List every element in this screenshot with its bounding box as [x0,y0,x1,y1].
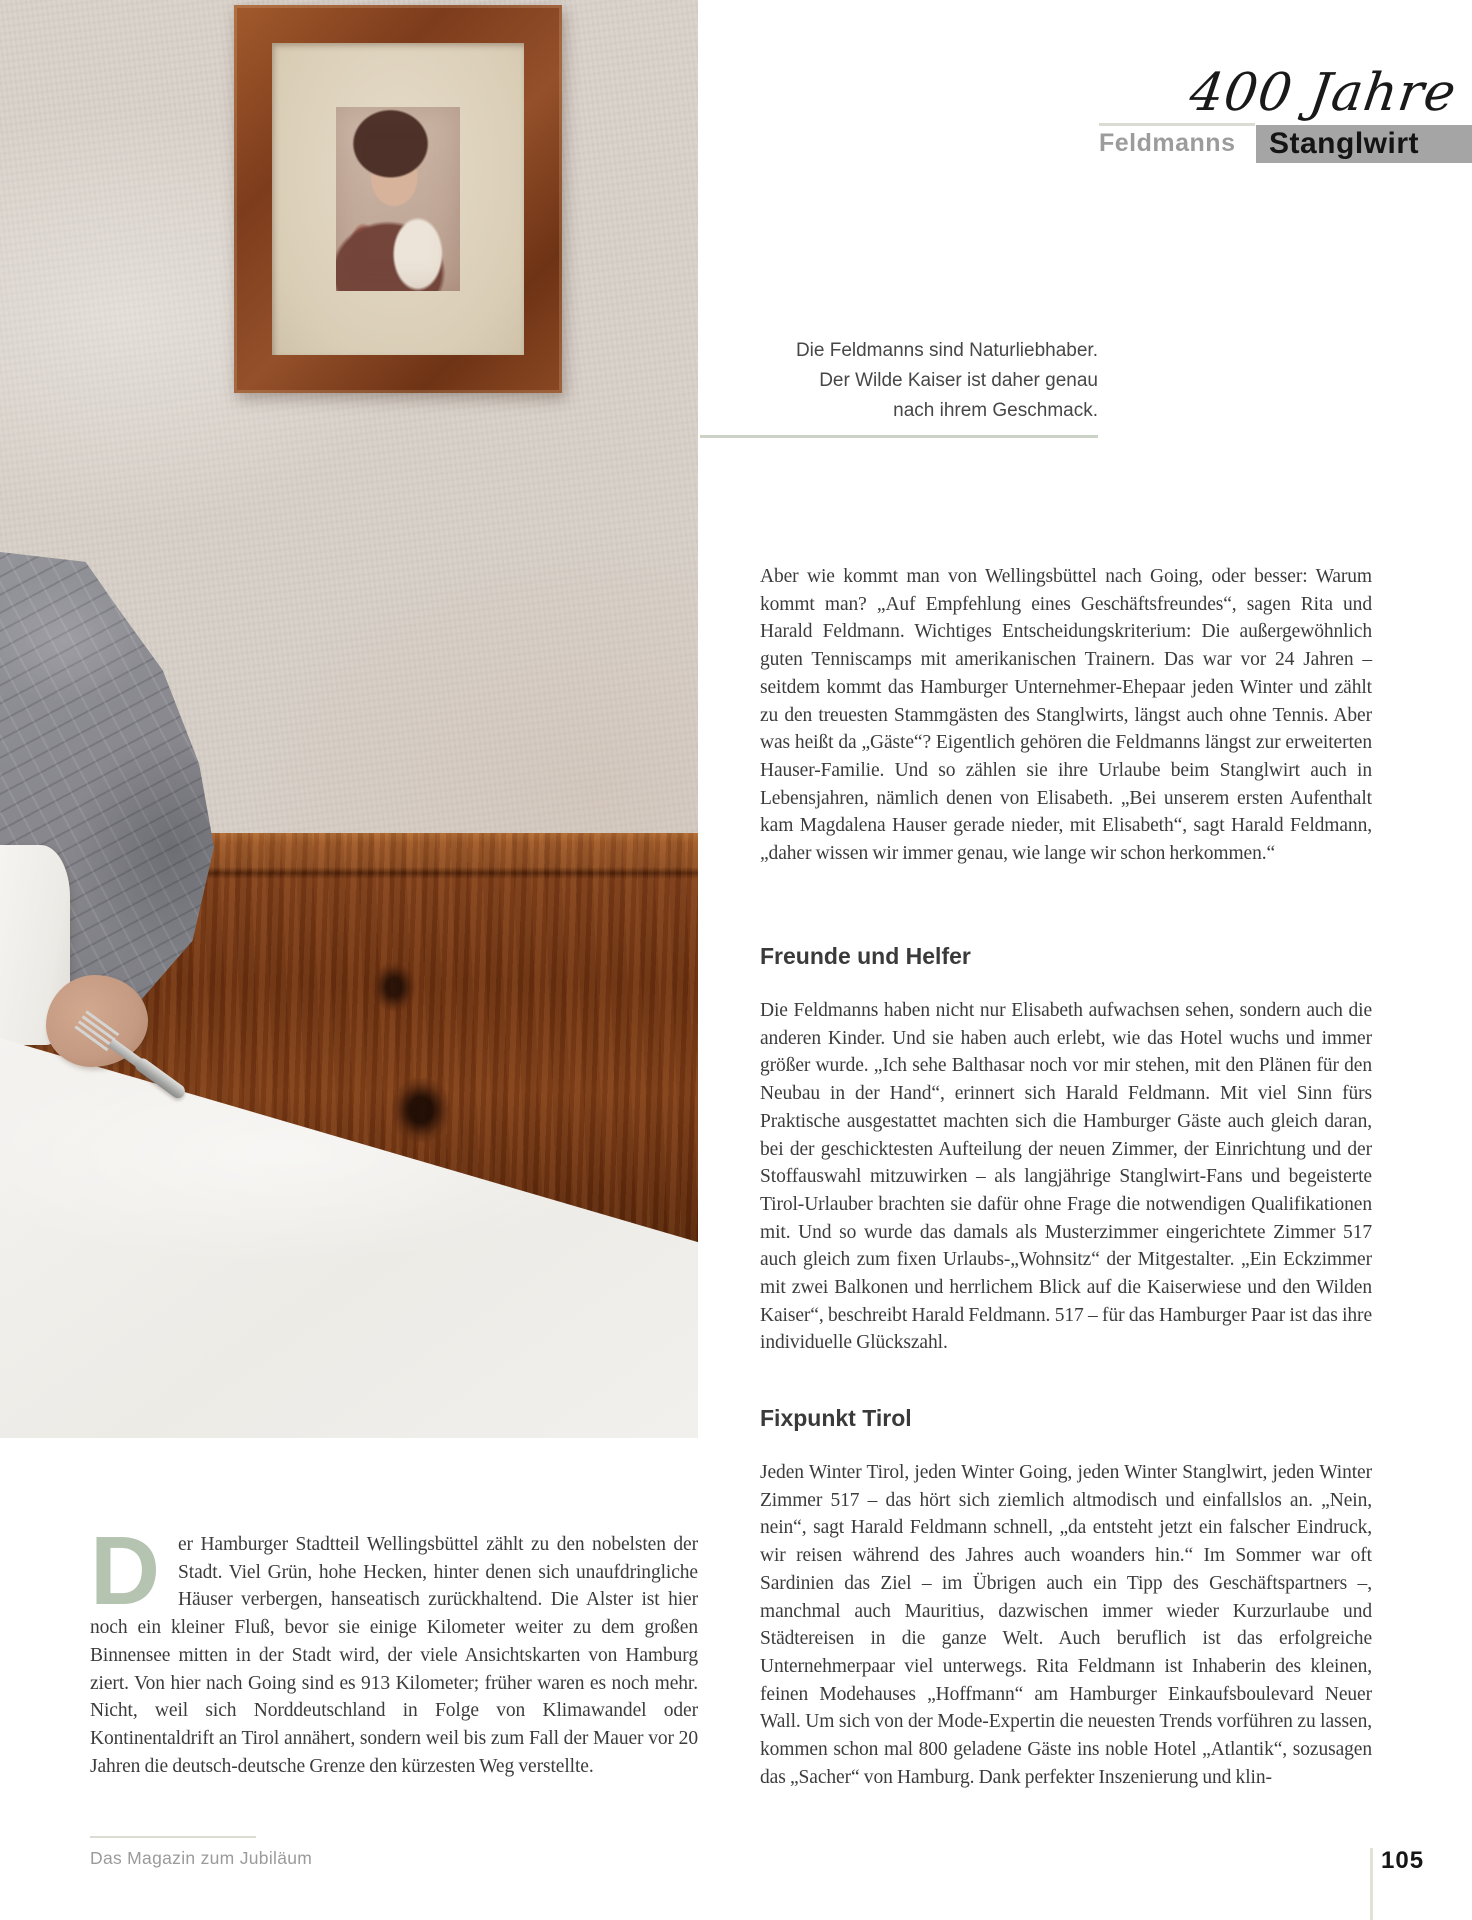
brand-name: Stanglwirt [1269,127,1420,160]
intro-text: er Hamburger Stadtteil Wellingsbüttel zählt zu den nobelsten der Stadt. Viel Grün, hohe Hecken, hinter denen sich unaufdringliche Häuser verbergen, hanseatisch zurückhaltend. Die Alster ist hier noch ein kleiner Fluß, bevor sie einige Kilometer weiter zu dem großen Binnensee mitten in der Stadt wird, der viele Ansichtskarten von Hamburg ziert. Von hier nach Going sind es 913 Kilometer; früher waren es noch mehr. Nicht, weil sich Norddeutschland in Folge von Klimawandel oder Kontinentaldrift an Tirol annähert, sondern weil bis zum Fall der Mauer vor 20 Jahren die deutsch-deutsche Grenze den kürzesten Weg verstellte. [90,1534,698,1777]
wood-knot [372,962,416,1012]
page-number-rule [1370,1848,1373,1920]
intro-paragraph [90,1516,698,1780]
wood-knot [392,1078,450,1142]
caption-line: Der Wilde Kaiser ist daher genau [819,370,1098,391]
caption-rule [700,435,1098,438]
photo-caption [690,336,1098,426]
picture-frame [234,5,562,393]
caption-line: nach ihrem Geschmack. [893,400,1098,421]
page-number: 105 [1381,1847,1425,1874]
sepia-portrait-photo [336,107,460,291]
article-photo [0,0,698,1438]
anniversary-script-logo: 400 Jahre [1186,63,1461,123]
picture-mat [272,43,524,355]
article-paragraph: Jeden Winter Tirol, jeden Winter Going, jeden Winter Stanglwirt, jeden Winter Zimmer 517 – das hört sich ziemlich altmodisch und einfallslos an. „Nein, nein“, sagt Harald Feldmann schnell, „da entsteht jetzt ein falscher Eindruck, wir reisen während des Jahres auch woanders hin.“ Im Sommer war oft Sardinien das Ziel – im Übrigen auch ein Tipp des Geschäftspartners –, manchmal auch Mauritius, dazwischen immer wieder Kurzurlaube und Städtereisen in die ganze Welt. Auch beruflich ist das erfolgreiche Unternehmerpaar viel unterwegs. Rita Feldmann ist Inhaberin des kleinen, feinen Modehauses „Hoffmann“ am Hamburger Einkaufsboulevard Neuer Wall. Um sich von der Mode-Expertin die neuesten Trends vorführen zu lassen, kommen schon mal 800 geladene Gäste ins noble Hotel „Atlantik“, sozusagen das „Sacher“ von Hamburg. Dank perfekter Inszenierung und klin- [760,1462,1372,1788]
article-paragraph: Aber wie kommt man von Wellingsbüttel nach Going, oder besser: Warum kommt man? „Auf Empfehlung eines Geschäftsfreundes“, sagen Rita und Harald Feldmann. Wichtiges Entscheidungskriterium: Die außergewöhnlich guten Tenniscamps mit amerikanischen Trainern. Das war vor 24 Jahren – seitdem kommt das Hamburger Unternehmer-Ehepaar jeden Winter und zählt zu den treuesten Stammgästen des Stanglwirts, längst auch ohne Tennis. Aber was heißt da „Gäste“? Eigentlich gehören die Feldmanns längst zur erweiterten Hauser-Familie. Und so zählen sie ihre Urlaube beim Stanglwirt auch in Lebensjahren, nämlich denen von Elisabeth. „Bei unserem ersten Aufenthalt kam Magdalena Hauser gerade nieder, mit Elisabeth“, sagt Harald Feldmann, „daher wissen wir immer genau, wie lange wir schon herkommen.“ [760,566,1372,865]
footer-rule [90,1836,256,1838]
section-heading: Freunde und Helfer [760,943,971,969]
header-rule [1099,123,1255,126]
article-paragraph: Die Feldmanns haben nicht nur Elisabeth aufwachsen sehen, sondern auch die anderen Kinder. Und sie haben auch erlebt, wie das Hotel wuchs und immer größer wurde. „Ich sehe Balthasar noch vor mir stehen, mit den Plänen für den Neubau in der Hand“, erinnert sich Harald Feldmann. Mit viel Sinn fürs Praktische ausgestattet machten sich die Hamburger Gäste auch gleich daran, bei der geschicktesten Aufteilung der neuen Zimmer, der Einrichtung und der Stoffauswahl mitzuwirken – als langjährige Stanglwirt-Fans und begeisterte Tirol-Urlauber brachten sie dafür ohne Frage die notwendigen Qualifikationen mit. Und so wurde das damals als Musterzimmer eingerichtete Zimmer 517 auch gleich zum fixen Urlaubs-„Wohnsitz“ der Mitgestalter. „Ein Eckzimmer mit zwei Balkonen und herrlichem Blick auf die Kaiserwiese und den Wilden Kaiser“, beschreibt Harald Feldmann. 517 – für das Hamburger Paar ist das ihre individuelle Glückszahl. [760,1000,1372,1354]
drop-cap: D [90,1516,160,1625]
caption-line: Die Feldmanns sind Naturliebhaber. [795,340,1098,361]
brand-box [1256,125,1472,163]
section-heading: Fixpunkt Tirol [760,1405,912,1431]
section-label: Feldmanns [1099,129,1236,157]
footer-imprint: Das Magazin zum Jubiläum [90,1848,313,1868]
